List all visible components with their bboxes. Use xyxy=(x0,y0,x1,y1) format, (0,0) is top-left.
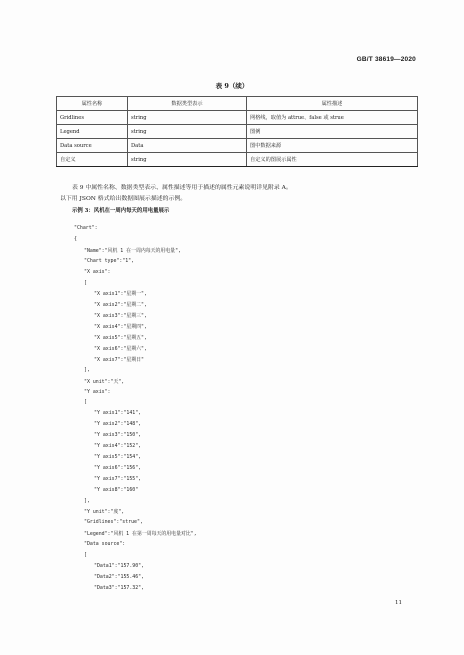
code-line: "X axis5":"星期五", xyxy=(94,335,147,341)
code-line: "Y axis2":"148", xyxy=(94,421,142,428)
code-line: [ xyxy=(84,399,87,406)
code-line: "X axis4":"星期四", xyxy=(94,324,147,331)
code-line: "Y axis5":"154", xyxy=(94,453,142,460)
code-line: "Y unit":"度", xyxy=(84,509,125,516)
column-header: 属性名称 xyxy=(57,97,128,111)
intro-line: 以下用 JSON 格式给出数据图展示描述的示例。 xyxy=(60,196,187,202)
table-cell: 图中数据来源 xyxy=(247,139,418,153)
code-line: "Gridlines":"strue", xyxy=(84,519,143,526)
code-line: "Y axis7":"155", xyxy=(94,475,142,482)
code-line: "X axis6":"星期六", xyxy=(94,345,147,352)
code-line: "Data1":"157.90", xyxy=(94,562,145,569)
table-cell: Gridlines xyxy=(57,111,128,125)
table-cell: string xyxy=(128,153,247,167)
code-line: "Name":"风机 1 在一周内每天的用电量", xyxy=(84,247,181,254)
code-line: { xyxy=(74,235,77,242)
code-line: "Y axis8":"160" xyxy=(94,486,139,493)
table-cell: Data source xyxy=(57,139,128,153)
table-row xyxy=(57,139,418,153)
page-number: 11 xyxy=(395,600,402,606)
code-line: [ xyxy=(84,279,87,286)
code-line: "X unit":"天", xyxy=(84,378,125,385)
code-line: "X axis7":"星期日" xyxy=(94,356,145,363)
table-cell: Data xyxy=(128,139,247,153)
table-cell: Legend xyxy=(57,125,128,139)
code-line: ], xyxy=(84,497,90,504)
code-line: "Data3":"157.32", xyxy=(94,584,145,591)
example-title: 示例 3：风机在一周内每天的用电量展示 xyxy=(72,208,170,214)
column-header: 数据类型表示 xyxy=(128,97,247,111)
attribute-table xyxy=(56,96,418,167)
code-line: "Y axis3":"150", xyxy=(94,432,142,439)
table-cell: 图例 xyxy=(247,125,418,139)
code-line: "Chart": xyxy=(74,225,98,231)
code-line: "Y axis4":"152", xyxy=(94,443,142,449)
column-header: 属性描述 xyxy=(247,97,418,111)
intro-paragraph xyxy=(60,183,418,205)
code-line: "Data source": xyxy=(84,541,126,548)
standard-number: GB/T 38619—2020 xyxy=(356,56,416,63)
table-cell: 自定义的图展示属性 xyxy=(247,153,418,167)
code-line: "Y axis1":"141", xyxy=(94,410,142,417)
code-line: [ xyxy=(84,552,87,558)
code-line: "Data2":"155.46", xyxy=(94,573,145,580)
code-line: "Y axis": xyxy=(84,388,111,395)
table-row xyxy=(57,125,418,139)
code-line: "X axis2":"星期二", xyxy=(94,302,147,309)
code-line: "Y axis6":"156", xyxy=(94,464,142,471)
code-line: "X axis1":"星期一", xyxy=(94,291,147,298)
code-line: ], xyxy=(84,366,90,373)
intro-line: 表 9 中属性名称、数据类型表示、属性描述等用于描述的属性元素说明详见附录 A。 xyxy=(72,185,292,191)
table-row xyxy=(57,111,418,125)
table-cell: 网格线，取值为 attrue、false 或 strue xyxy=(247,111,418,125)
table-caption: 表 9（续） xyxy=(215,82,249,90)
table-cell: string xyxy=(128,125,247,139)
table-header-row xyxy=(57,97,418,111)
code-line: "X axis3":"星期三", xyxy=(94,313,147,320)
table-cell: string xyxy=(128,111,247,125)
code-line: "X axis": xyxy=(84,268,111,275)
table-cell: 自定义 xyxy=(57,153,128,167)
table-row xyxy=(57,153,418,167)
code-line: "Legend":"风机 1 在第一周每天的用电量对比", xyxy=(84,531,197,538)
code-line: "Chart type":"1", xyxy=(84,257,135,264)
